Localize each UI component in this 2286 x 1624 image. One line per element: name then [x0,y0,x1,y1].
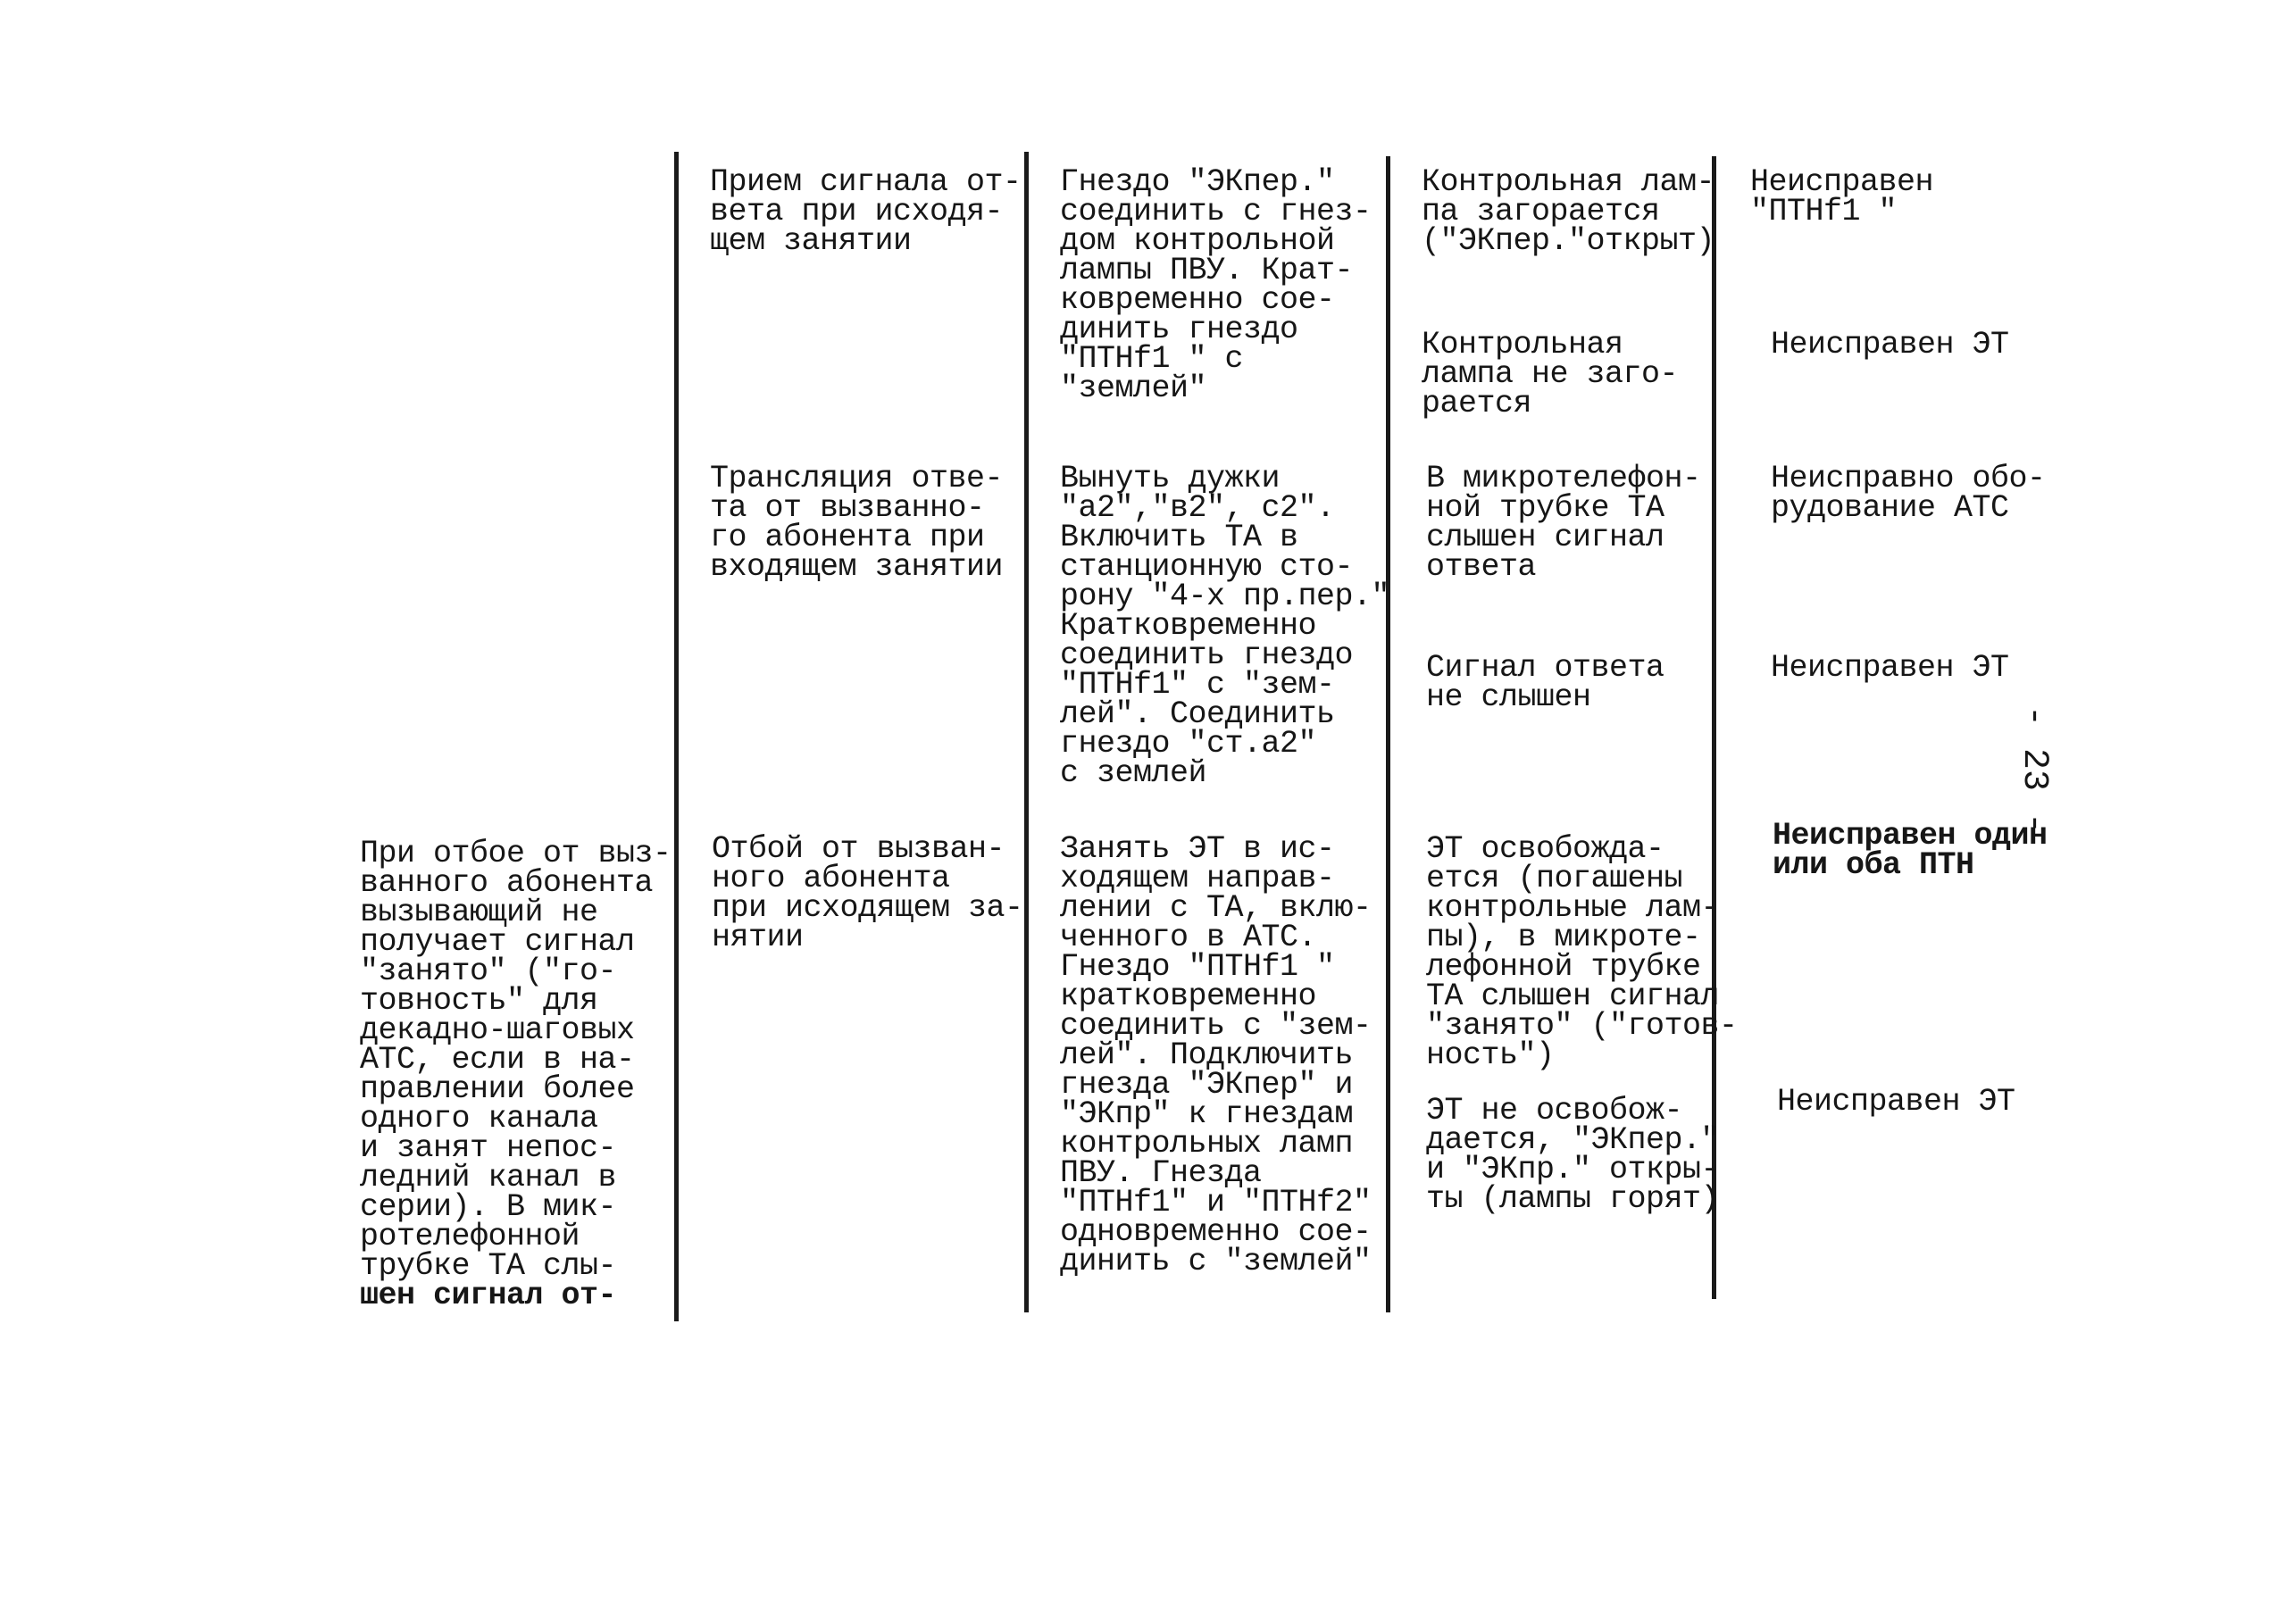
row3-result-1: ЭТ освобожда- ется (погашены контрольные лам- пы), в микроте- лефонной трубке ТА слышен сигнал "занято" ("готов- ность") [1426,831,1738,1073]
row2-procedure: Вынуть дужки "а2","в2", с2". Включить ТА в станционную сто- рону "4-х пр.пер." Кратковременно соединить гнездо "ПТНf1" с "зем- лей". Соединить гнездо "ст.а2" с землей [1060,461,1390,791]
row1-result-1: Контрольная лам- па загорается ("ЭКпер."открыт) [1422,164,1715,259]
row3-fault-1: Неисправен один или оба ПТН [1773,818,2048,883]
symptom-text-last-line: шен сигнал от- [360,1278,617,1313]
row1-function: Прием сигнала от- вета при исходя- щем занятии [710,164,1022,259]
row2-fault-1: Неисправно обо- рудование АТС [1771,461,2046,526]
row1-procedure: Гнездо "ЭКпер." соединить с гнез- дом контрольной лампы ПВУ. Крат- ковременно сое- динить гнездо "ПТНf1 " с "землей" [1060,164,1372,406]
row3-function: Отбой от вызван- ного абонента при исходящем за- нятии [712,831,1023,955]
row1-fault-1: Неисправен "ПТНf1 " [1750,164,1934,229]
row1-result-2: Контрольная лампа не заго- рается [1422,327,1679,421]
column-rule-2 [1024,152,1029,1312]
column-rule-1 [674,152,679,1321]
row3-fault-2: Неисправен ЭТ [1777,1084,2015,1120]
row2-result-2: Сигнал ответа не слышен [1426,650,1664,715]
row2-function: Трансляция отве- та от вызванно- го абонента при входящем занятии [710,461,1004,585]
row2-result-1: В микротелефон- ной трубке ТА слышен сигнал ответа [1426,461,1701,585]
row2-fault-2: Неисправен ЭТ [1771,650,2009,686]
row3-procedure: Занять ЭТ в ис- ходящем направ- лении с ТА, вклю- ченного в АТС. Гнездо "ПТНf1 " кратковременно соединить с "зем- лей". Подключить гнезда "ЭКпер" и "ЭКпр" к гнездам контрольных ламп ПВУ. Гнезда "ПТНf1" и "ПТНf2" одновременно сое- динить с "землей" [1060,831,1372,1279]
page-number: - 23 - [2014,705,2054,835]
row1-fault-2: Неисправен ЭТ [1771,327,2009,362]
row3-result-2: ЭТ не освобож- дается, "ЭКпер." и "ЭКпр." откры- ты (лампы горят) [1426,1093,1720,1217]
symptom-text: При отбое от выз- ванного абонента вызывающий не получает сигнал "занято" ("го- товность" для декадно-шаговых АТС, если в на- правлении более одного канала и занят непос- ледний канал в серии). В мик- ротелефонной трубке ТА слы- [360,836,672,1284]
